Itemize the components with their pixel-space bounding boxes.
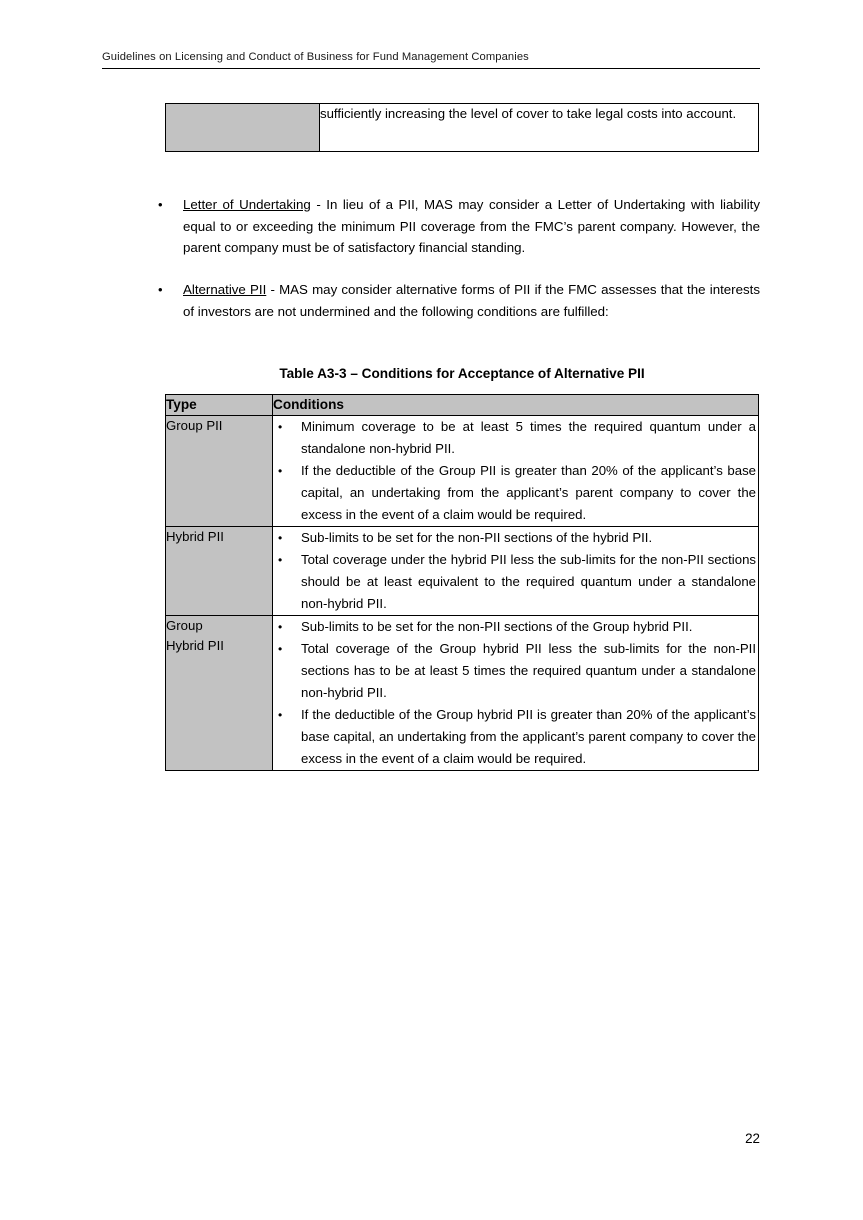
condition-item <box>273 416 758 460</box>
row-conditions-cell <box>273 527 759 616</box>
continuation-type-cell <box>166 104 320 151</box>
condition-text: Total coverage under the hybrid PII less the sub-limits for the non-PII sections should be at least equivalent to the required quantum under a standalone non-hybrid PII. <box>301 552 756 611</box>
row-type-line: Hybrid PII <box>166 529 224 544</box>
table-row <box>166 527 759 616</box>
bullet-marker-icon: • <box>158 282 163 297</box>
bullet-marker-icon: • <box>278 620 283 634</box>
bullet-marker-icon: • <box>158 197 163 212</box>
bullet-letter-of-undertaking <box>158 194 760 259</box>
continuation-table <box>165 103 759 152</box>
bullet-text <box>183 194 760 259</box>
page-number: 22 <box>745 1131 760 1146</box>
bullet-marker-icon: • <box>278 464 283 478</box>
row-conditions-cell <box>273 616 759 771</box>
header-divider-rule <box>102 68 760 69</box>
bullet-marker-icon: • <box>278 553 283 567</box>
row-type-line: Group <box>166 618 203 633</box>
condition-text: If the deductible of the Group PII is greater than 20% of the applicant’s base capital, an undertaking from the applicant’s parent company to cover the excess in the event of a claim would be required. <box>301 463 756 522</box>
condition-item <box>273 704 758 770</box>
bullet-marker-icon: • <box>278 531 283 545</box>
column-header-type: Type <box>166 395 273 416</box>
table-row <box>166 104 758 151</box>
continuation-condition-cell: sufficiently increasing the level of cover to take legal costs into account. <box>320 106 737 121</box>
bullet-term-letter-of-undertaking: Letter of Undertaking <box>183 197 311 212</box>
condition-text: Minimum coverage to be at least 5 times the required quantum under a standalone non-hybrid PII. <box>301 419 756 456</box>
condition-item <box>273 460 758 526</box>
condition-item <box>273 549 758 615</box>
row-conditions-cell <box>273 416 759 527</box>
row-type-line: Hybrid PII <box>166 638 224 653</box>
condition-text: Sub-limits to be set for the non-PII sections of the hybrid PII. <box>301 530 653 545</box>
condition-item <box>273 638 758 704</box>
running-header-text: Guidelines on Licensing and Conduct of Business for Fund Management Companies <box>102 51 529 63</box>
condition-text: If the deductible of the Group hybrid PII is greater than 20% of the applicant’s base capital, an undertaking from the applicant’s parent company to cover the excess in the event of a claim would be required. <box>301 707 756 766</box>
table-row <box>166 416 759 527</box>
bullet-body-letter-of-undertaking: - In lieu of a PII, MAS may consider a Letter of Undertaking with liability equal to or exceeding the minimum PII coverage from the FMC’s parent company. However, the parent company must be of satisfactory financial standing. <box>183 197 760 255</box>
table-header-row <box>166 395 759 416</box>
conditions-table <box>165 394 759 771</box>
bullet-alternative-pii <box>158 279 760 322</box>
column-header-conditions: Conditions <box>273 395 759 416</box>
row-type-cell <box>166 416 273 527</box>
bullet-term-alternative-pii: Alternative PII <box>183 282 267 297</box>
bullet-marker-icon: • <box>278 642 283 656</box>
bullet-text <box>183 279 760 322</box>
bullet-marker-icon: • <box>278 420 283 434</box>
table-caption: Table A3-3 – Conditions for Acceptance of Alternative PII <box>279 366 645 381</box>
bullet-body-alternative-pii: - MAS may consider alternative forms of PII if the FMC assesses that the interests of investors are not undermined and the following conditions are fulfilled: <box>183 282 760 319</box>
document-running-header <box>102 50 760 69</box>
table-row <box>166 616 759 771</box>
condition-item <box>273 527 758 549</box>
row-type-line: Group PII <box>166 418 223 433</box>
condition-text: Total coverage of the Group hybrid PII less the sub-limits for the non-PII sections has to be at least 5 times the required quantum under a standalone non-hybrid PII. <box>301 641 756 700</box>
bullet-marker-icon: • <box>278 708 283 722</box>
row-type-cell <box>166 616 273 771</box>
row-type-cell <box>166 527 273 616</box>
condition-text: Sub-limits to be set for the non-PII sections of the Group hybrid PII. <box>301 619 693 634</box>
condition-item <box>273 616 758 638</box>
